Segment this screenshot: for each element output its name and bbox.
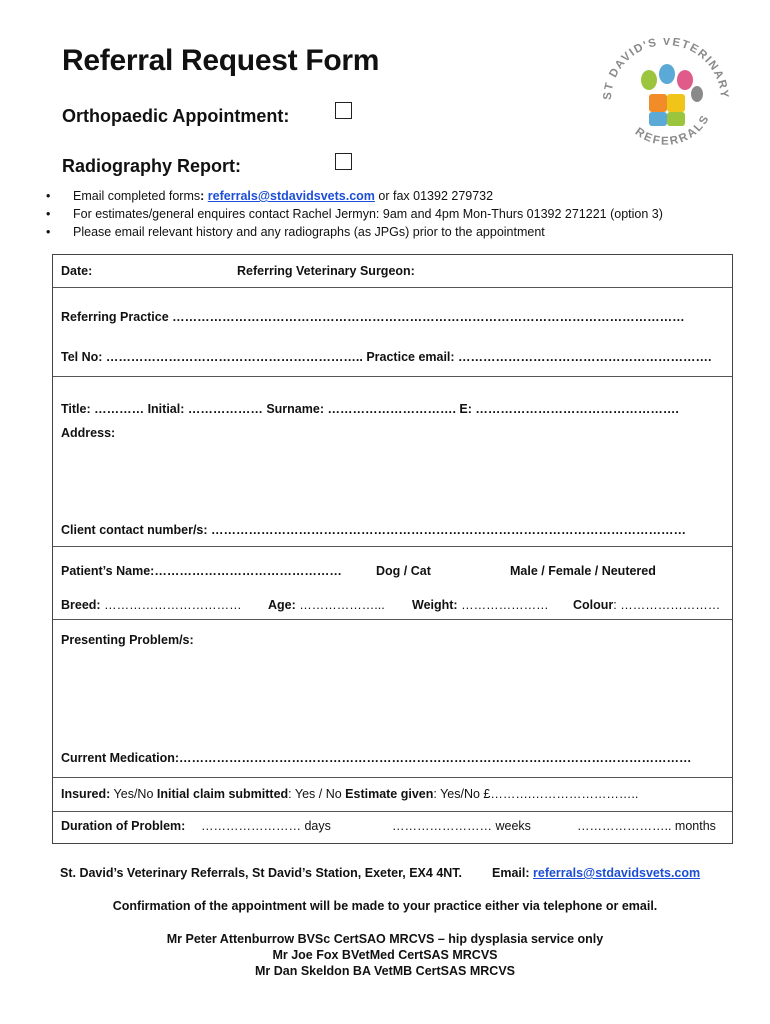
staff-line-2: Mr Joe Fox BVetMed CertSAS MRCVS — [272, 948, 498, 962]
address-field[interactable]: Address: — [61, 426, 116, 440]
practice-field[interactable]: Referring Practice …………………………………………………………………………………………………………… — [61, 310, 685, 324]
insured-value: Yes/No — [110, 787, 157, 801]
bullet-estimates-text: For estimates/general enquires contact Rachel Jermyn: 9am and 4pm Mon-Thurs 01392 271221 (option 3) — [73, 207, 663, 221]
bullet-dot: • — [46, 189, 51, 203]
referrals-email-link[interactable]: referrals@stdavidsvets.com — [207, 189, 375, 203]
medication-field[interactable]: Current Medication:…………………………………………………………………………………………………………… — [61, 751, 692, 765]
age-label: Age: — [268, 598, 300, 612]
radiography-checkbox[interactable] — [335, 153, 352, 170]
footer-email-link[interactable]: referrals@stdavidsvets.com — [533, 866, 701, 880]
species-option[interactable]: Dog / Cat — [376, 564, 431, 578]
logo-text-top: ST DAVID'S VETERINARY — [601, 38, 731, 101]
divider — [53, 376, 732, 377]
logo — [597, 38, 735, 158]
divider — [53, 619, 732, 620]
sex-option[interactable]: Male / Female / Neutered — [510, 564, 656, 578]
age-dots: ………………... — [299, 598, 385, 612]
duration-label: Duration of Problem: — [61, 819, 186, 833]
age-field[interactable] — [268, 598, 385, 612]
confirmation-text: Confirmation of the appointment will be made to your practice either via telephone or email. — [112, 899, 658, 913]
claim-label: Initial claim submitted — [156, 787, 289, 801]
colour-label: Colour — [573, 598, 614, 612]
orthopaedic-label: Orthopaedic Appointment: — [62, 106, 290, 126]
estimate-label: Estimate given — [345, 787, 434, 801]
duration-days-field[interactable]: …………………… days — [201, 819, 331, 833]
breed-label: Breed: — [61, 598, 105, 612]
bullet-estimates — [46, 207, 663, 221]
bullet-email-colon: : — [200, 189, 205, 203]
logo-puzzle-1 — [649, 94, 667, 112]
logo-puzzle-3 — [649, 112, 667, 126]
referral-form — [52, 254, 733, 844]
paw-puzzle-icon — [641, 64, 703, 126]
duration-weeks-field[interactable]: …………………… weeks — [392, 819, 531, 833]
bullet-history-text: Please email relevant history and any radiographs (as JPGs) prior to the appointment — [73, 225, 545, 239]
estimate-value: : Yes/No £……….…………………….. — [433, 787, 639, 801]
breed-dots: …………………………… — [104, 598, 242, 612]
orthopaedic-checkbox[interactable] — [335, 102, 352, 119]
bullet-history — [46, 225, 545, 239]
logo-toe-2 — [659, 64, 675, 84]
insurance-row[interactable] — [61, 787, 638, 801]
insured-label: Insured: — [61, 787, 111, 801]
client-contact-field[interactable]: Client contact number/s: …………………………………………………………………………………………………… — [61, 523, 687, 537]
radiography-label: Radiography Report: — [62, 156, 242, 176]
logo-puzzle-2 — [667, 94, 685, 112]
date-field[interactable]: Date: — [61, 264, 93, 278]
logo-graphic — [597, 38, 735, 158]
logo-toe-3 — [677, 70, 693, 90]
weight-dots: ………………… — [461, 598, 549, 612]
breed-field[interactable] — [61, 598, 242, 612]
colour-dots: : …………………… — [613, 598, 721, 612]
logo-toe-4 — [691, 86, 703, 102]
footer-address: St. David’s Veterinary Referrals, St David’s Station, Exeter, EX4 4NT. — [60, 866, 463, 880]
staff-line-1: Mr Peter Attenburrow BVSc CertSAO MRCVS – hip dysplasia service only — [166, 932, 604, 946]
divider — [53, 811, 732, 812]
claim-value: : Yes / No — [288, 787, 346, 801]
tel-practice-email-field[interactable]: Tel No: …………………………………………………….. Practice email: ……………………………………………………. — [61, 350, 712, 364]
bullet-dot: • — [46, 225, 51, 239]
staff-line-3: Mr Dan Skeldon BA VetMB CertSAS MRCVS — [255, 964, 515, 978]
bullet-fax: or fax 01392 279732 — [374, 189, 494, 203]
duration-months-field[interactable]: ………………….. months — [577, 819, 716, 833]
footer-email-line — [492, 866, 700, 880]
logo-toe-1 — [641, 70, 657, 90]
footer-email-label: Email: — [492, 866, 530, 880]
bullet-dot: • — [46, 207, 51, 221]
divider — [53, 777, 732, 778]
surgeon-field[interactable]: Referring Veterinary Surgeon: — [237, 264, 415, 278]
logo-puzzle-4 — [667, 112, 685, 126]
divider — [53, 287, 732, 288]
owner-name-field[interactable]: Title: ………… Initial: ……………… Surname: …………………………. E: …………………………………………. — [61, 402, 679, 416]
bullet-email — [46, 189, 493, 203]
bullet-email-prefix: Email completed forms — [73, 189, 201, 203]
divider — [53, 546, 732, 547]
weight-label: Weight: — [412, 598, 462, 612]
page-title: Referral Request Form — [62, 44, 380, 77]
weight-field[interactable] — [412, 598, 549, 612]
colour-field[interactable] — [573, 598, 720, 612]
logo-text-bottom: REFERRALS — [632, 112, 713, 148]
patient-name-field[interactable]: Patient’s Name:……………………………………… — [61, 564, 342, 578]
presenting-problem-field[interactable]: Presenting Problem/s: — [61, 633, 194, 647]
